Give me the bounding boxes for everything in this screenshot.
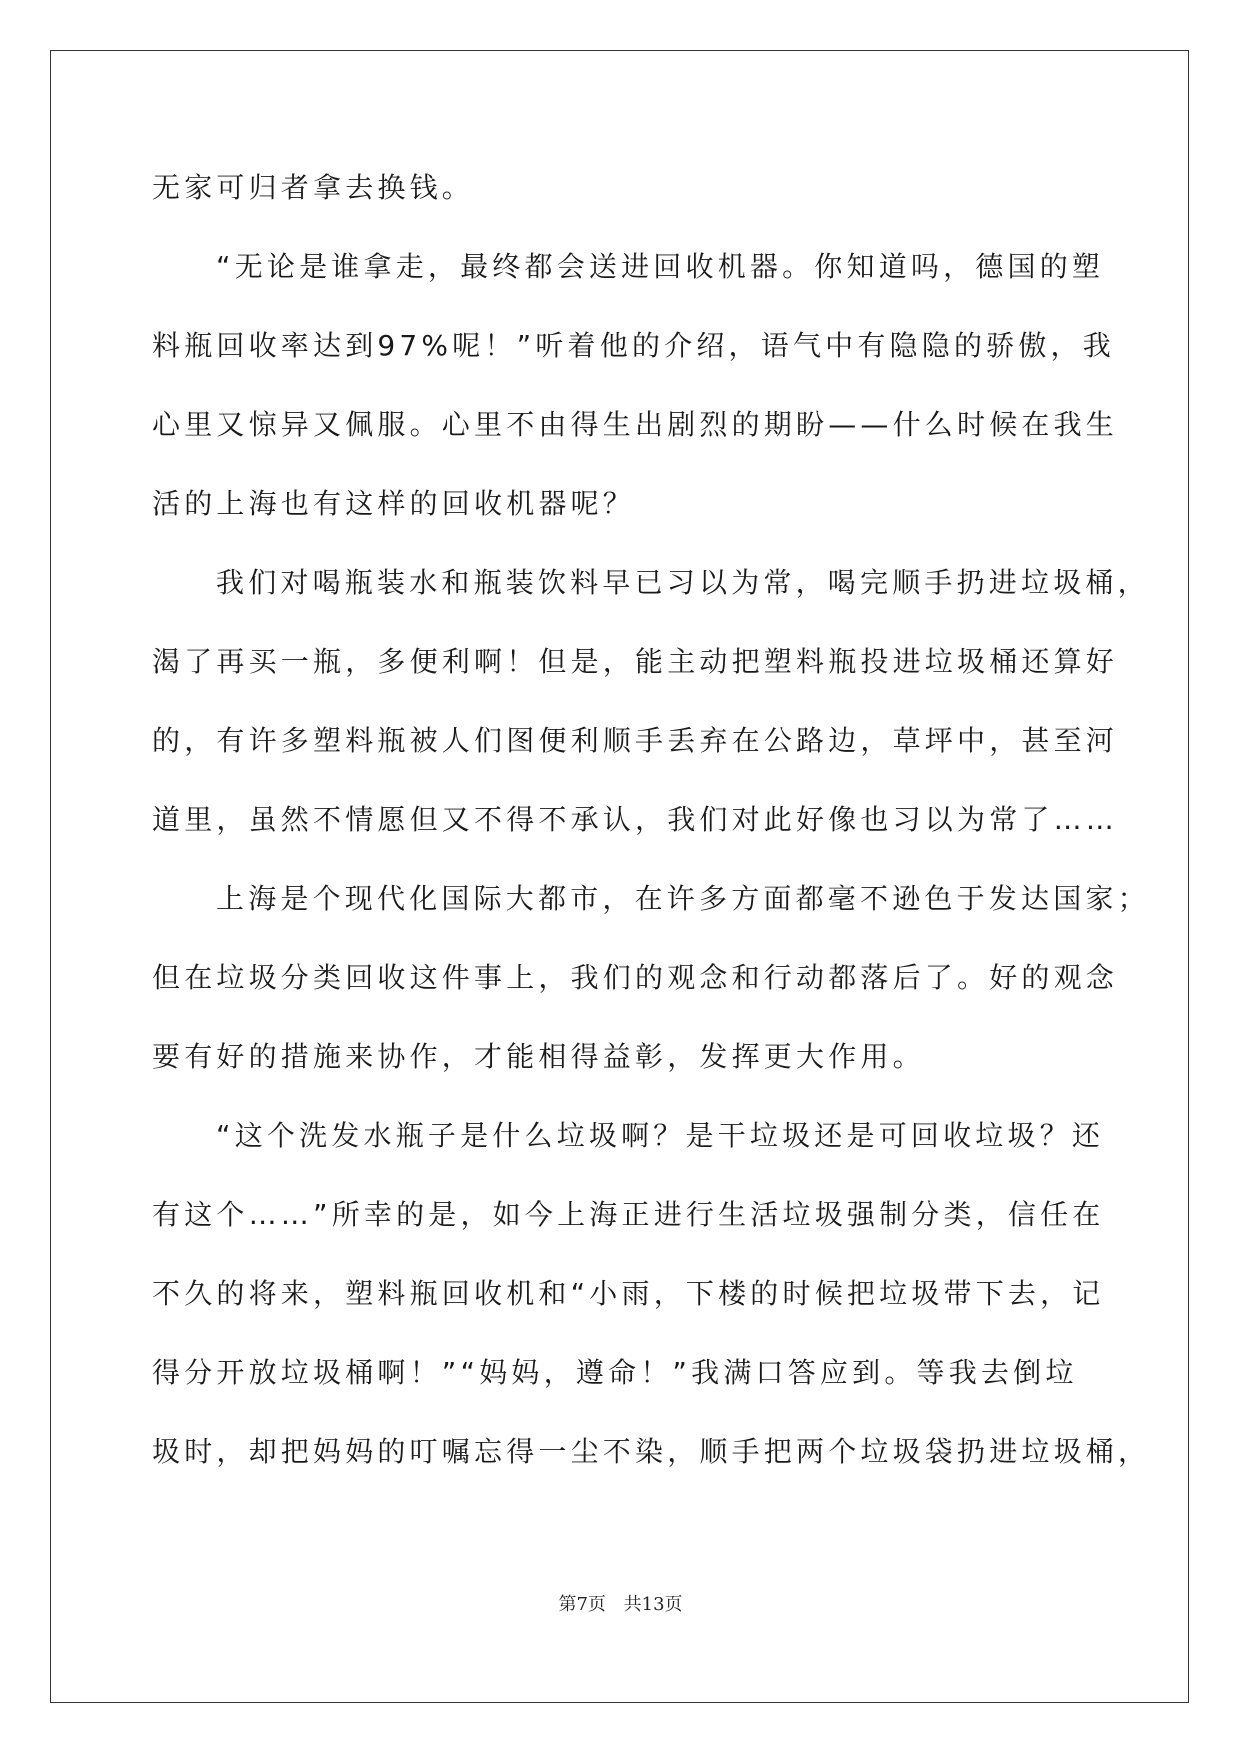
text-line: 的，有许多塑料瓶被人们图便利顺手丢弃在公路边，草坪中，甚至河 xyxy=(152,724,1119,757)
text-line: 渴了再买一瓶，多便利啊！但是，能主动把塑料瓶投进垃圾桶还算好 xyxy=(152,645,1119,678)
text-line: “无论是谁拿走，最终都会送进回收机器。你知道吗，德国的塑 xyxy=(216,250,1105,283)
text-line: 有这个……”所幸的是，如今上海正进行生活垃圾强制分类，信任在 xyxy=(152,1198,1105,1231)
document-body xyxy=(152,148,1151,1491)
text-line: 心里又惊异又佩服。心里不由得生出剧烈的期盼——什么时候在我生 xyxy=(152,408,1119,441)
text-line: 料瓶回收率达到97%呢！”听着他的介绍，语气中有隐隐的骄傲，我 xyxy=(152,329,1115,362)
text-line: 圾时，却把妈妈的叮嘱忘得一尘不染，顺手把两个垃圾袋扔进垃圾桶， xyxy=(152,1435,1151,1468)
text-line: 不久的将来，塑料瓶回收机和“小雨，下楼的时候把垃圾带下去，记 xyxy=(152,1277,1105,1310)
text-line: “这个洗发水瓶子是什么垃圾啊？是干垃圾还是可回收垃圾？还 xyxy=(216,1119,1105,1152)
text-line: 道里，虽然不情愿但又不得不承认，我们对此好像也习以为常了…… xyxy=(152,803,1119,836)
text-line: 要有好的措施来协作，才能相得益彰，发挥更大作用。 xyxy=(152,1040,925,1073)
page-footer xyxy=(0,1590,1241,1616)
text-line: 但在垃圾分类回收这件事上，我们的观念和行动都落后了。好的观念 xyxy=(152,961,1119,994)
page-total: 共13页 xyxy=(623,1594,683,1615)
text-line: 我们对喝瓶装水和瓶装饮料早已习以为常，喝完顺手扔进垃圾桶， xyxy=(216,566,1150,599)
page-number: 第7页 xyxy=(558,1594,606,1615)
text-line: 上海是个现代化国际大都市，在许多方面都毫不逊色于发达国家； xyxy=(216,882,1150,915)
text-line: 无家可归者拿去换钱。 xyxy=(152,171,475,204)
text-line: 得分开放垃圾桶啊！”“妈妈，遵命！”我满口答应到。等我去倒垃 xyxy=(152,1356,1078,1389)
text-line: 活的上海也有这样的回收机器呢？ xyxy=(152,487,636,520)
